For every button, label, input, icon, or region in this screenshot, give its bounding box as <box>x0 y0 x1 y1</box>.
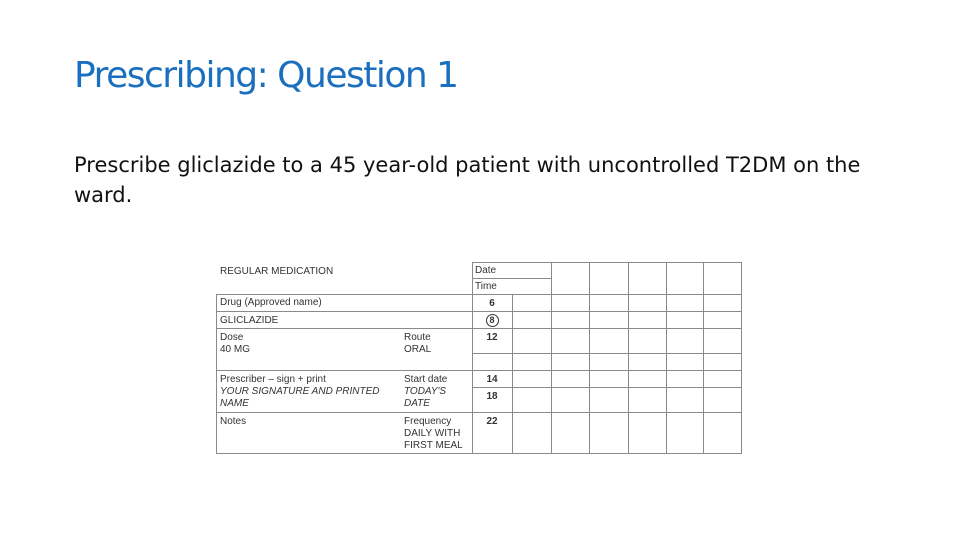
grid-line <box>216 370 742 371</box>
grid-line <box>216 311 742 312</box>
prescriber-value: NAME <box>220 398 249 409</box>
start-date-label: Start date <box>404 374 448 385</box>
frequency-label: Frequency <box>404 416 452 427</box>
grid-line <box>512 294 513 454</box>
grid-line <box>628 262 629 454</box>
time-slot: 22 <box>486 416 498 427</box>
start-date-value: TODAY'S <box>404 386 447 397</box>
grid-line <box>741 262 742 454</box>
grid-line <box>216 294 217 454</box>
time-slot: 12 <box>486 332 498 343</box>
circled-time: 8 <box>486 314 499 327</box>
drug-chart <box>216 262 742 454</box>
slide-title: Prescribing: Question 1 <box>74 55 458 96</box>
drug-label: Drug (Approved name) <box>220 297 322 308</box>
grid-line <box>216 328 742 329</box>
date-label: Date <box>475 265 497 276</box>
grid-line <box>666 262 667 454</box>
grid-line <box>589 262 590 454</box>
prescriber-value: YOUR SIGNATURE AND PRINTED <box>220 386 380 397</box>
grid-line <box>703 262 704 454</box>
prescriber-label: Prescriber – sign + print <box>220 374 326 385</box>
grid-line <box>472 262 742 263</box>
time-slot: 6 <box>489 298 495 309</box>
notes-label: Notes <box>220 416 247 427</box>
drug-value: GLICLAZIDE <box>220 315 279 326</box>
grid-line <box>216 294 742 295</box>
grid-line <box>472 278 552 279</box>
grid-line <box>216 412 742 413</box>
route-value: ORAL <box>404 344 432 355</box>
dose-label: Dose <box>220 332 244 343</box>
time-slot-circled <box>472 314 512 327</box>
question-text: Prescribe gliclazide to a 45 year-old patient with uncontrolled T2DM on the ward. <box>74 153 861 207</box>
grid-line <box>551 262 552 454</box>
dose-value: 40 MG <box>220 344 251 355</box>
time-label: Time <box>475 281 497 292</box>
route-label: Route <box>404 332 431 343</box>
start-date-value: DATE <box>404 398 430 409</box>
frequency-value: DAILY WITH <box>404 428 461 439</box>
section-title: REGULAR MEDICATION <box>220 266 334 277</box>
time-slot: 18 <box>486 391 498 402</box>
time-slot: 14 <box>486 374 498 385</box>
grid-line <box>216 453 742 454</box>
frequency-value: FIRST MEAL <box>404 440 463 451</box>
